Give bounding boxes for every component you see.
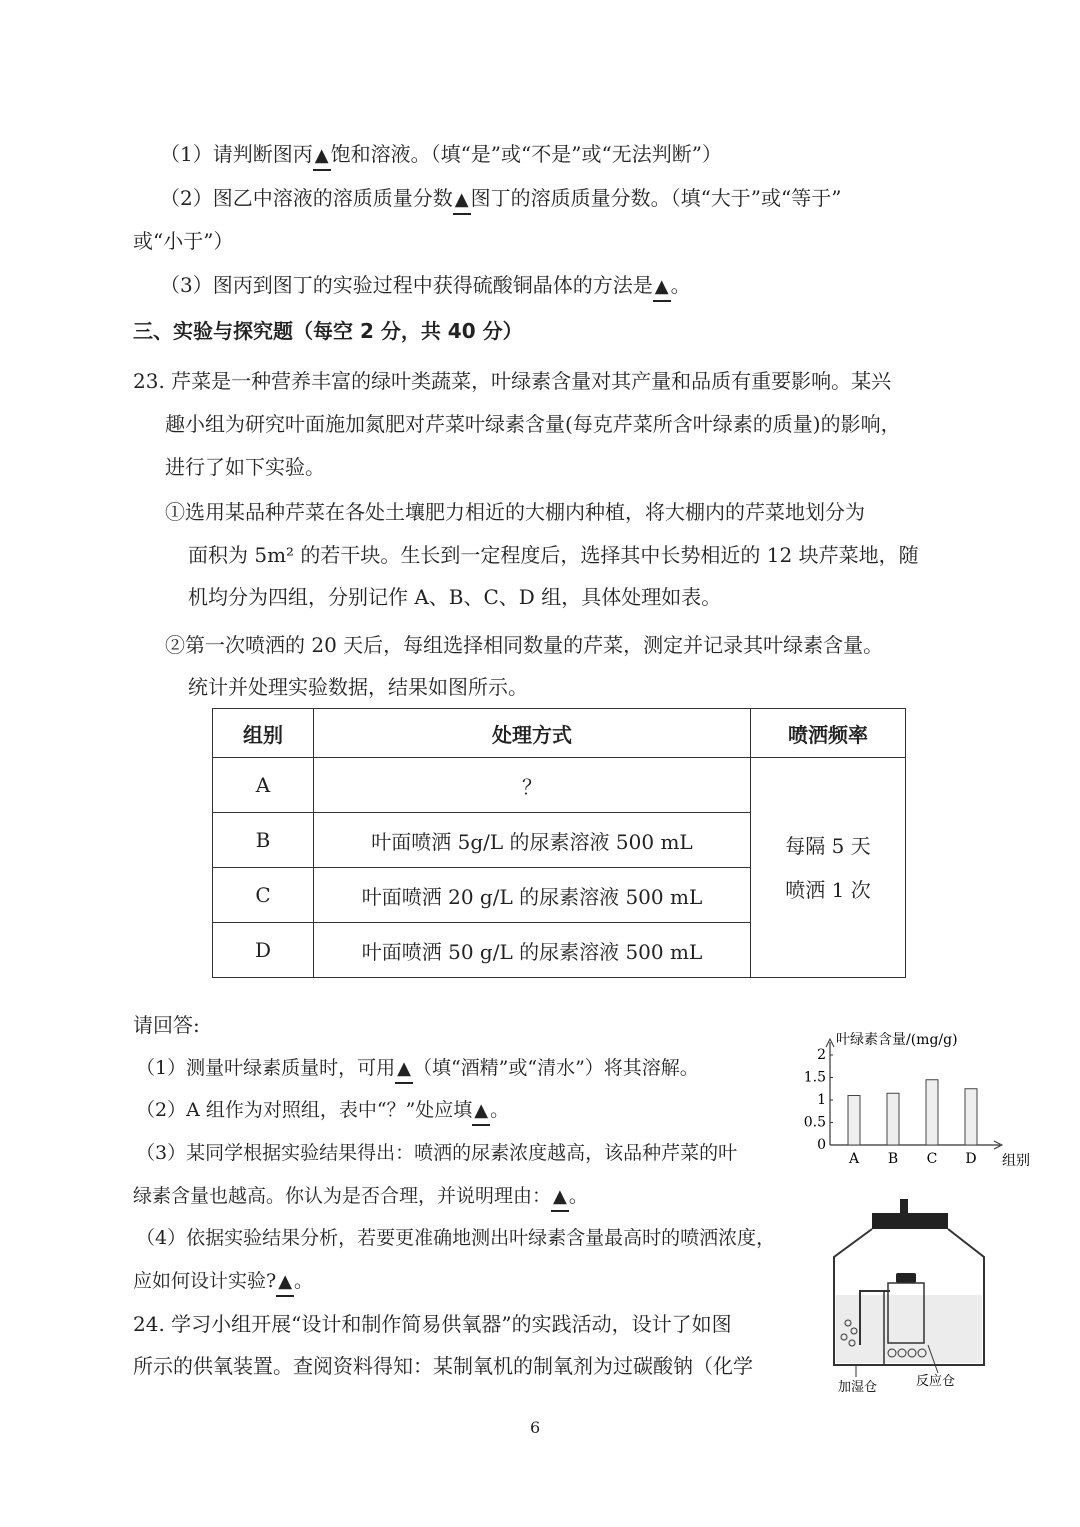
- q22-part3: （3）图丙到图丁的实验过程中获得硫酸铜晶体的方法是 ▲ 。: [160, 272, 691, 302]
- cell-frequency: [751, 758, 906, 978]
- x-tick-label: B: [887, 1151, 899, 1167]
- treatment-table: [212, 708, 906, 978]
- chlorophyll-chart: [795, 1030, 1030, 1170]
- q22-part2: （2）图乙中溶液的溶质质量分数 ▲ 图丁的溶质质量分数。（填“大于”或“等于”: [160, 185, 841, 215]
- step2-line1: ②第一次喷洒的 20 天后，每组选择相同数量的芹菜，测定并记录其叶绿素含量。: [165, 633, 884, 657]
- header-method: 处理方式: [314, 709, 751, 758]
- step1-line3: 机均分为四组，分别记作 A、B、C、D 组，具体处理如表。: [188, 585, 722, 609]
- x-tick-label: A: [848, 1151, 860, 1167]
- header-frequency: 喷洒频率: [751, 709, 906, 758]
- y-tick-label: 0.5: [803, 1114, 826, 1131]
- bottle-cap: [872, 1213, 948, 1229]
- q22-part1: （1）请判断图丙 ▲ 饱和溶液。（填“是”或“不是”或“无法判断”）: [160, 141, 722, 171]
- x-axis-label: 组别: [1002, 1153, 1030, 1169]
- frequency-line2: 喷洒 1 次: [785, 877, 871, 902]
- cell-group: B: [213, 813, 314, 868]
- question-3: （3）某同学根据实验结果得出：喷洒的尿素浓度越高，该品种芹菜的叶: [136, 1142, 738, 1164]
- question-3-cont: 绿素含量也越高。你认为是否合理，并说明理由： ▲ 。: [133, 1183, 588, 1212]
- answer-blank[interactable]: ▲: [395, 1056, 413, 1084]
- y-tick-label: 1.5: [803, 1069, 826, 1086]
- step1-line2: 面积为 5m² 的若干块。生长到一定程度后，选择其中长势相近的 12 块芹菜地，随: [188, 543, 919, 567]
- answer-blank[interactable]: ▲: [313, 143, 331, 171]
- cell-method: 叶面喷洒 5g/L 的尿素溶液 500 mL: [314, 813, 751, 868]
- x-tick-label: D: [965, 1151, 977, 1167]
- question-1: （1）测量叶绿素质量时，可用 ▲ （填“酒精”或“清水”）将其溶解。: [136, 1055, 699, 1084]
- bar-C: [926, 1080, 938, 1145]
- q24-stem-2: 所示的供氧装置。查阅资料得知：某制氧机的制氧剂为过碳酸钠（化学: [133, 1354, 753, 1378]
- y-tick-label: 0: [817, 1137, 826, 1153]
- question-4: （4）依据实验结果分析，若要更准确地测出叶绿素含量最高时的喷洒浓度，: [136, 1227, 776, 1249]
- answer-prompt: 请回答:: [133, 1013, 200, 1037]
- question-2: （2）A 组作为对照组，表中“？”处应填 ▲ 。: [136, 1097, 509, 1126]
- bar-A: [848, 1096, 860, 1146]
- cell-method: 叶面喷洒 50 g/L 的尿素溶液 500 mL: [314, 923, 751, 978]
- q24-stem-1: 24. 学习小组开展“设计和制作简易供氧器”的实践活动，设计了如图: [133, 1312, 732, 1336]
- q23-stem-3: 进行了如下实验。: [165, 455, 325, 479]
- q23-stem-1: 23. 芹菜是一种营养丰富的绿叶类蔬菜，叶绿素含量对其产量和品质有重要影响。某兴: [133, 369, 892, 393]
- humidifier-label: 加湿仓: [838, 1380, 878, 1395]
- y-tick-label: 2: [817, 1047, 826, 1063]
- water-region: [836, 1295, 982, 1363]
- page-number: 6: [530, 1418, 541, 1437]
- table-row: [213, 758, 906, 813]
- x-tick-label: C: [926, 1151, 938, 1167]
- question-4-cont: 应如何设计实验? ▲ 。: [133, 1268, 313, 1297]
- cell-group: A: [213, 758, 314, 813]
- y-tick-label: 1: [817, 1092, 826, 1108]
- oxygen-supply-apparatus: [830, 1195, 990, 1395]
- answer-blank[interactable]: ▲: [472, 1098, 490, 1126]
- frequency-line1: 每隔 5 天: [785, 833, 871, 858]
- cap-top: [900, 1199, 908, 1213]
- cell-method: ？: [314, 758, 751, 813]
- cell-method: 叶面喷洒 20 g/L 的尿素溶液 500 mL: [314, 868, 751, 923]
- q23-stem-2: 趣小组为研究叶面施加氮肥对芹菜叶绿素含量(每克芹菜所含叶绿素的质量)的影响，: [165, 412, 901, 436]
- reactor-label: 反应仓: [916, 1374, 956, 1389]
- section-heading: 三、实验与探究题（每空 2 分，共 40 分）: [133, 319, 523, 343]
- step2-line2: 统计并处理实验数据，结果如图所示。: [188, 675, 528, 699]
- q22-part2-cont: 或“小于”）: [133, 229, 234, 253]
- answer-blank[interactable]: ▲: [551, 1184, 569, 1212]
- answer-blank[interactable]: ▲: [276, 1269, 294, 1297]
- cell-group: D: [213, 923, 314, 978]
- step1-line1: ①选用某品种芹菜在各处土壤肥力相近的大棚内种植，将大棚内的芹菜地划分为: [165, 500, 865, 524]
- bar-D: [965, 1089, 977, 1145]
- answer-blank[interactable]: ▲: [453, 187, 471, 215]
- reaction-cap: [896, 1273, 916, 1283]
- cell-group: C: [213, 868, 314, 923]
- answer-blank[interactable]: ▲: [653, 274, 671, 302]
- header-group: 组别: [213, 709, 314, 758]
- y-axis-label: 叶绿素含量/(mg/g): [836, 1032, 958, 1048]
- bar-B: [887, 1093, 899, 1145]
